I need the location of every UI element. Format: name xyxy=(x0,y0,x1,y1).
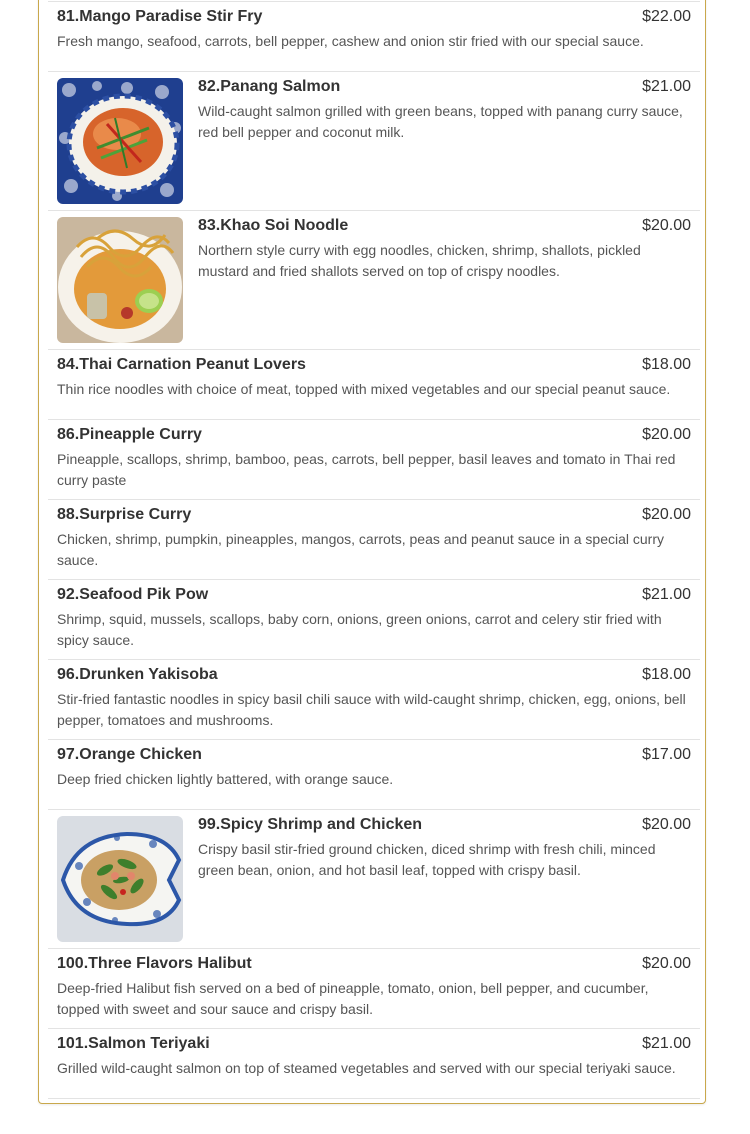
item-name: 99.Spicy Shrimp and Chicken xyxy=(198,816,423,833)
item-body xyxy=(198,816,691,881)
noodle-dish-image xyxy=(57,217,183,343)
item-price: $20.00 xyxy=(642,506,691,523)
item-price: $22.00 xyxy=(642,8,691,25)
item-header xyxy=(57,356,691,378)
stir-fry-dish-photo[interactable] xyxy=(57,816,183,942)
menu-item[interactable] xyxy=(48,579,700,659)
item-header xyxy=(57,426,691,448)
menu-item[interactable] xyxy=(48,1,700,71)
item-name: 84.Thai Carnation Peanut Lovers xyxy=(57,356,306,373)
item-price: $18.00 xyxy=(642,356,691,373)
menu-item[interactable] xyxy=(48,809,700,948)
menu-item[interactable] xyxy=(48,659,700,739)
menu-list xyxy=(48,1,700,1099)
item-description: Grilled wild-caught salmon on top of steamed vegetables and served with our special teriyaki sauce. xyxy=(57,1060,676,1076)
item-description: Shrimp, squid, mussels, scallops, baby corn, onions, green onions, carrot and celery stir fried with spicy sauce. xyxy=(57,611,662,648)
item-description: Crispy basil stir-fried ground chicken, diced shrimp with fresh chili, minced green bean, onion, and hot basil leaf, topped with crispy basil. xyxy=(198,841,656,878)
item-price: $20.00 xyxy=(642,816,691,833)
item-body xyxy=(57,8,691,52)
item-header xyxy=(198,816,691,838)
item-header xyxy=(57,8,691,30)
curry-dish-image xyxy=(57,78,183,204)
item-price: $18.00 xyxy=(642,666,691,683)
item-body xyxy=(57,586,691,651)
item-name: 92.Seafood Pik Pow xyxy=(57,586,209,603)
item-header xyxy=(57,586,691,608)
menu-item[interactable] xyxy=(48,499,700,579)
menu-item[interactable] xyxy=(48,349,700,419)
item-name: 83.Khao Soi Noodle xyxy=(198,217,349,234)
item-name: 96.Drunken Yakisoba xyxy=(57,666,218,683)
item-name: 101.Salmon Teriyaki xyxy=(57,1035,210,1052)
item-price: $21.00 xyxy=(642,1035,691,1052)
item-header xyxy=(57,955,691,977)
menu-item[interactable] xyxy=(48,948,700,1028)
item-description: Thin rice noodles with choice of meat, topped with mixed vegetables and our special peanut sauce. xyxy=(57,381,671,397)
item-header xyxy=(198,78,691,100)
item-price: $20.00 xyxy=(642,955,691,972)
item-description: Wild-caught salmon grilled with green beans, topped with panang curry sauce, red bell pepper and coconut milk. xyxy=(198,103,683,140)
item-description: Chicken, shrimp, pumpkin, pineapples, mangos, carrots, peas and peanut sauce in a special curry sauce. xyxy=(57,531,664,568)
item-header xyxy=(57,746,691,768)
menu-item[interactable] xyxy=(48,419,700,499)
item-header xyxy=(198,217,691,239)
item-description: Fresh mango, seafood, carrots, bell pepper, cashew and onion stir fried with our special sauce. xyxy=(57,33,644,49)
menu-panel xyxy=(38,0,706,1104)
item-header xyxy=(57,1035,691,1057)
item-body xyxy=(57,356,691,400)
menu-item[interactable] xyxy=(48,1028,700,1098)
item-body xyxy=(57,1035,691,1079)
item-description: Stir-fried fantastic noodles in spicy basil chili sauce with wild-caught shrimp, chicken, egg, onions, bell pepper, tomatoes and mushrooms. xyxy=(57,691,686,728)
menu-item[interactable] xyxy=(48,210,700,349)
item-name: 82.Panang Salmon xyxy=(198,78,341,95)
item-price: $21.00 xyxy=(642,586,691,603)
menu-item[interactable] xyxy=(48,739,700,809)
item-body xyxy=(57,666,691,731)
item-body xyxy=(57,506,691,571)
item-name: 88.Surprise Curry xyxy=(57,506,192,523)
stir-fry-dish-image xyxy=(57,816,183,942)
item-description: Pineapple, scallops, shrimp, bamboo, peas, carrots, bell pepper, basil leaves and tomato in Thai red curry paste xyxy=(57,451,676,488)
curry-dish-photo[interactable] xyxy=(57,78,183,204)
item-body xyxy=(57,955,691,1020)
noodle-dish-photo[interactable] xyxy=(57,217,183,343)
item-price: $20.00 xyxy=(642,426,691,443)
list-bottom-divider xyxy=(48,1098,700,1099)
item-header xyxy=(57,506,691,528)
item-description: Deep-fried Halibut fish served on a bed of pineapple, tomato, onion, bell pepper, and cucumber, topped with sweet and sour sauce and crispy basil. xyxy=(57,980,649,1017)
item-price: $21.00 xyxy=(642,78,691,95)
item-body xyxy=(198,78,691,143)
item-header xyxy=(57,666,691,688)
item-price: $17.00 xyxy=(642,746,691,763)
item-description: Deep fried chicken lightly battered, with orange sauce. xyxy=(57,771,394,787)
item-name: 100.Three Flavors Halibut xyxy=(57,955,252,972)
item-body xyxy=(57,426,691,491)
item-body xyxy=(57,746,691,790)
item-name: 86.Pineapple Curry xyxy=(57,426,202,443)
item-name: 97.Orange Chicken xyxy=(57,746,202,763)
item-name: 81.Mango Paradise Stir Fry xyxy=(57,8,263,25)
menu-item[interactable] xyxy=(48,71,700,210)
item-body xyxy=(198,217,691,282)
item-description: Northern style curry with egg noodles, chicken, shrimp, shallots, pickled mustard and fried shallots served on top of crispy noodles. xyxy=(198,242,641,279)
item-price: $20.00 xyxy=(642,217,691,234)
